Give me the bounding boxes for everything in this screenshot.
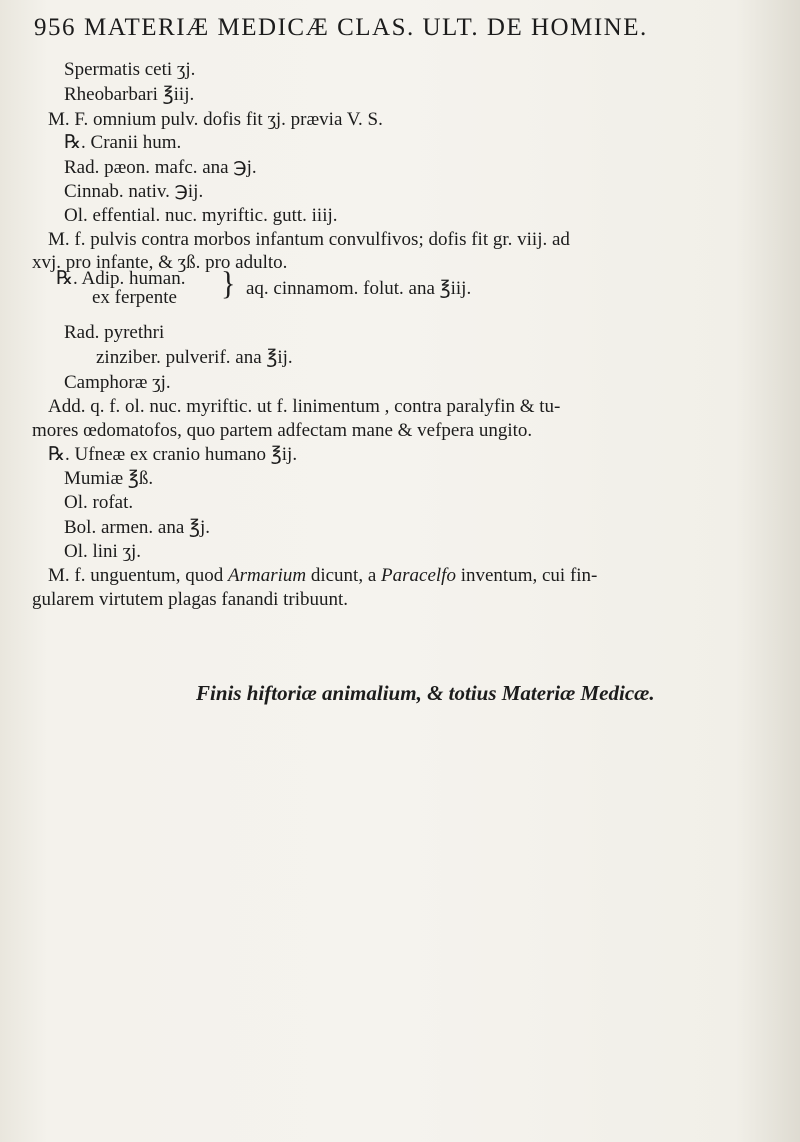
- text-line: Camphoræ ʒj.: [64, 372, 171, 393]
- text-line: Cinnab. nativ. ℈ij.: [64, 181, 204, 202]
- text-line: Rheobarbari ℥iij.: [64, 84, 195, 105]
- text-line: xvj. pro infante, & ʒß. pro adulto.: [32, 252, 288, 273]
- text-line: ℞. Cranii hum.: [64, 132, 182, 153]
- closing-paragraph-line-1: [48, 566, 597, 585]
- text-line: M. f. pulvis contra morbos infantum convulfivos; dofis fit gr. viij. ad: [48, 229, 570, 250]
- bracket-line-1: ℞. Adip. human.: [56, 268, 186, 289]
- text-line: Ol. rofat.: [64, 492, 134, 513]
- closing-part-2: dicunt, a: [306, 565, 382, 586]
- closing-paragraph-line-2: gularem virtutem plagas fanandi tribuunt.: [32, 589, 349, 610]
- text-line: Bol. armen. ana ℥j.: [64, 517, 211, 538]
- text-line: Ol. lini ʒj.: [64, 541, 142, 562]
- text-line: Rad. pæon. mafc. ana ℈j.: [64, 157, 257, 178]
- running-title: MATERIÆ MEDICÆ CLAS. ULT. DE HOMINE.: [84, 14, 648, 41]
- bracketed-recipe: [56, 267, 616, 307]
- text-line: mores œdomatofos, quo partem adfectam mane & vefpera ungito.: [32, 420, 533, 441]
- text-line: zinziber. pulverif. ana ℥ij.: [96, 347, 293, 368]
- closing-part-3: inventum, cui fin-: [455, 565, 598, 586]
- bracket-tail: aq. cinnamom. folut. ana ℥iij.: [246, 278, 472, 299]
- closing-part-1: M. f. unguentum, quod: [48, 565, 228, 586]
- text-line: Mumiæ ℥ß.: [64, 468, 154, 489]
- paracelso-name: Paracelfo: [381, 565, 456, 586]
- brace-glyph: }: [221, 265, 236, 302]
- text-line: ℞. Ufneæ ex cranio humano ℥ij.: [48, 444, 298, 465]
- text-line: M. F. omnium pulv. dofis fit ʒj. prævia V. S.: [48, 109, 383, 130]
- text-line: Spermatis ceti ʒj.: [64, 59, 196, 80]
- finis-colophon: Finis hiftoriæ animalium, & totius Materiæ Medicæ.: [196, 681, 655, 705]
- text-line: Rad. pyrethri: [64, 322, 165, 343]
- page-number: 956: [34, 14, 76, 41]
- armarium-term: Armarium: [227, 565, 307, 586]
- text-line: Add. q. f. ol. nuc. myriftic. ut f. linimentum , contra paralyfin & tu-: [48, 396, 561, 417]
- text-line: Ol. effential. nuc. myriftic. gutt. iiij.: [64, 205, 338, 226]
- bracket-line-2: ex ferpente: [92, 287, 177, 308]
- running-header: [34, 14, 648, 42]
